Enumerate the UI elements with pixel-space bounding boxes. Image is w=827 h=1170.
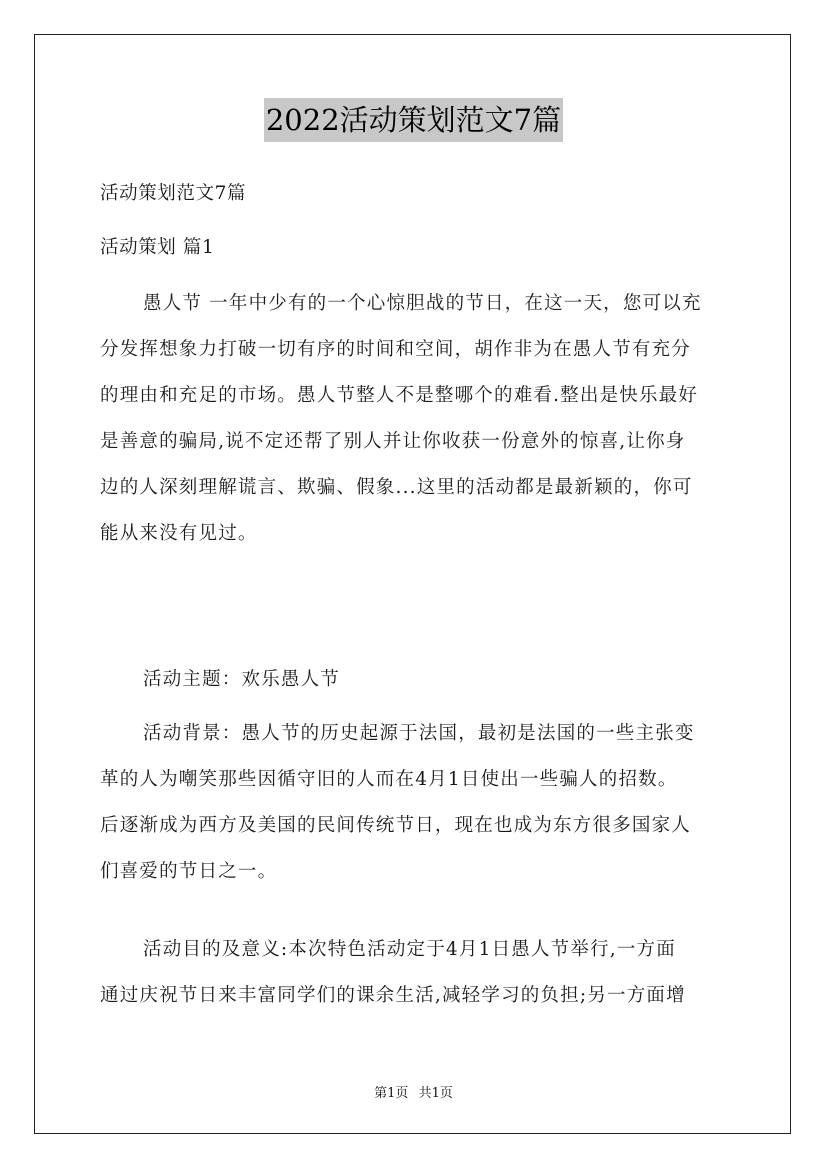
paragraph-line: 革的人为嘲笑那些因循守旧的人而在4月1日使出一些骗人的招数。 xyxy=(100,769,678,790)
paragraph-intro xyxy=(100,292,726,568)
paragraph-line: 们喜爱的节日之一。 xyxy=(100,861,278,882)
paragraph-line: 活动目的及意义:本次特色活动定于4月1日愚人节举行,一方面 xyxy=(143,939,676,960)
paragraph-line: 边的人深刻理解谎言、欺骗、假象...这里的活动都是最新颖的，你可 xyxy=(100,477,693,498)
document-subtitle: 活动策划范文7篇 xyxy=(100,183,247,204)
section-heading: 活动策划 篇1 xyxy=(100,237,215,258)
paragraph-line: 愚人节 一年中少有的一个心惊胆战的节日，在这一天，您可以充 xyxy=(143,293,702,314)
paragraph-line: 的理由和充足的市场。愚人节整人不是整哪个的难看.整出是快乐最好 xyxy=(100,385,699,406)
page-number: 第1页 xyxy=(374,1086,409,1101)
page-total: 共1页 xyxy=(418,1086,453,1101)
paragraph-line: 活动主题：欢乐愚人节 xyxy=(143,669,341,690)
paragraph-purpose xyxy=(100,938,726,1030)
paragraph-line: 活动背景：愚人节的历史起源于法国，最初是法国的一些主张变 xyxy=(143,723,695,744)
paragraph-line: 通过庆祝节日来丰富同学们的课余生活,减轻学习的负担;另一方面增 xyxy=(100,985,686,1006)
paragraph-line: 后逐渐成为西方及美国的民间传统节日，现在也成为东方很多国家人 xyxy=(100,815,692,836)
paragraph-line: 是善意的骗局,说不定还帮了别人并让你收获一份意外的惊喜,让你身 xyxy=(100,431,686,452)
paragraph-line: 能从来没有见过。 xyxy=(100,523,258,544)
title-container xyxy=(0,98,827,142)
document-title: 2022活动策划范文7篇 xyxy=(264,98,563,142)
paragraph-line: 分发挥想象力打破一切有序的时间和空间，胡作非为在愚人节有充分 xyxy=(100,339,692,360)
paragraph-background xyxy=(100,722,726,906)
page-footer xyxy=(0,1082,827,1101)
paragraph-theme xyxy=(100,668,726,714)
